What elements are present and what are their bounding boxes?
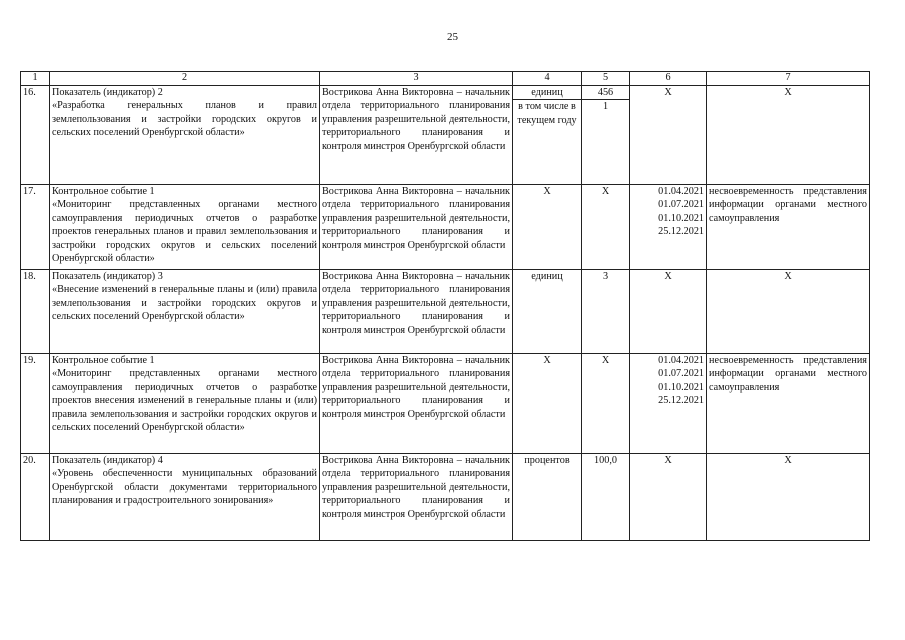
row-number: 20. <box>21 454 50 541</box>
row-description: «Мониторинг представленных органами местного самоуправления периодичных отчетов о разработке проектов внесения изменений в генеральные планы и (или) правила землепользования и застройки городских округов и сельских поселений Оренбургской области» <box>52 368 317 434</box>
deadline-cell <box>630 354 707 454</box>
unit-cell: единиц <box>513 270 582 354</box>
row-number: 19. <box>21 354 50 454</box>
risk-cell: несвоевременность представления информации органами местного самоуправления <box>707 185 870 270</box>
col-header: 2 <box>50 72 320 86</box>
row-description: «Уровень обеспеченности муниципальных образований Оренбургской области документами территориального планирования и градостроительного зонирования» <box>52 468 317 507</box>
risk-cell: X <box>707 270 870 354</box>
row-title: Показатель (индикатор) 3 <box>52 271 163 282</box>
row-number: 16. <box>21 86 50 185</box>
value-cell: 3 <box>582 270 630 354</box>
date: 25.12.2021 <box>658 395 704 407</box>
table-row <box>21 86 870 185</box>
date: 01.04.2021 <box>658 186 704 197</box>
risk-cell: несвоевременность представления информации органами местного самоуправления <box>707 354 870 454</box>
responsible-person: Вострикова Анна Викторовна – начальник отдела территориального планирования управления разрешительной деятельности, территориального планирования и контроля минстроя Оренбургской области <box>320 454 513 541</box>
responsible-person: Вострикова Анна Викторовна – начальник отдела территориального планирования управления разрешительной деятельности, территориального планирования и контроля минстроя Оренбургской области <box>320 86 513 185</box>
unit-cell: процентов <box>513 454 582 541</box>
row-description-cell <box>50 185 320 270</box>
row-description: «Внесение изменений в генеральные планы и (или) правила землепользования и застройки городских округов и сельских поселений Оренбургской области» <box>52 284 317 323</box>
col-header: 5 <box>582 72 630 86</box>
date: 01.07.2021 <box>658 199 704 211</box>
row-description: «Разработка генеральных планов и правил землепользования и застройки городских округов и сельских поселений Оренбургской области» <box>52 100 317 139</box>
risk-cell: X <box>707 454 870 541</box>
table-row <box>21 454 870 541</box>
value-cell: 100,0 <box>582 454 630 541</box>
deadline-cell: X <box>630 270 707 354</box>
unit-cell: X <box>513 354 582 454</box>
col-header: 6 <box>630 72 707 86</box>
table-row <box>21 354 870 454</box>
col-header: 4 <box>513 72 582 86</box>
row-description-cell <box>50 354 320 454</box>
unit-cell: X <box>513 185 582 270</box>
unit-top: единиц <box>513 86 581 100</box>
plan-table <box>20 71 870 541</box>
date: 01.07.2021 <box>658 368 704 380</box>
deadline-cell: X <box>630 86 707 185</box>
responsible-person: Вострикова Анна Викторовна – начальник отдела территориального планирования управления разрешительной деятельности, территориального планирования и контроля минстроя Оренбургской области <box>320 185 513 270</box>
row-title: Показатель (индикатор) 4 <box>52 455 163 466</box>
value-top: 456 <box>582 86 629 100</box>
risk-cell: X <box>707 86 870 185</box>
value-cell: X <box>582 354 630 454</box>
value-bottom: 1 <box>602 101 609 113</box>
date: 25.12.2021 <box>658 226 704 238</box>
row-description: «Мониторинг представленных органами местного самоуправления периодичных отчетов о разработке проектов генеральных планов и правил землепользования и застройки городских округов и сельских поселений Оренбургской области» <box>52 199 317 265</box>
row-title: Контрольное событие 1 <box>52 186 155 197</box>
deadline-cell: X <box>630 454 707 541</box>
row-number: 18. <box>21 270 50 354</box>
responsible-person: Вострикова Анна Викторовна – начальник отдела территориального планирования управления разрешительной деятельности, территориального планирования и контроля минстроя Оренбургской области <box>320 354 513 454</box>
unit-bottom: в том числе в текущем году <box>517 101 577 126</box>
row-title: Контрольное событие 1 <box>52 355 155 366</box>
value-cell: X <box>582 185 630 270</box>
page-number: 25 <box>447 31 458 43</box>
row-description-cell <box>50 86 320 185</box>
col-header: 3 <box>320 72 513 86</box>
deadline-cell <box>630 185 707 270</box>
row-number: 17. <box>21 185 50 270</box>
col-header: 7 <box>707 72 870 86</box>
col-header: 1 <box>21 72 50 86</box>
date: 01.04.2021 <box>658 355 704 366</box>
value-cell <box>582 86 630 185</box>
row-title: Показатель (индикатор) 2 <box>52 87 163 98</box>
table-row <box>21 185 870 270</box>
date: 01.10.2021 <box>658 212 704 224</box>
table-row <box>21 270 870 354</box>
header-row <box>21 72 870 86</box>
date: 01.10.2021 <box>658 381 704 393</box>
row-description-cell <box>50 270 320 354</box>
row-description-cell <box>50 454 320 541</box>
responsible-person: Вострикова Анна Викторовна – начальник отдела территориального планирования управления разрешительной деятельности, территориального планирования и контроля минстроя Оренбургской области <box>320 270 513 354</box>
unit-cell <box>513 86 582 185</box>
